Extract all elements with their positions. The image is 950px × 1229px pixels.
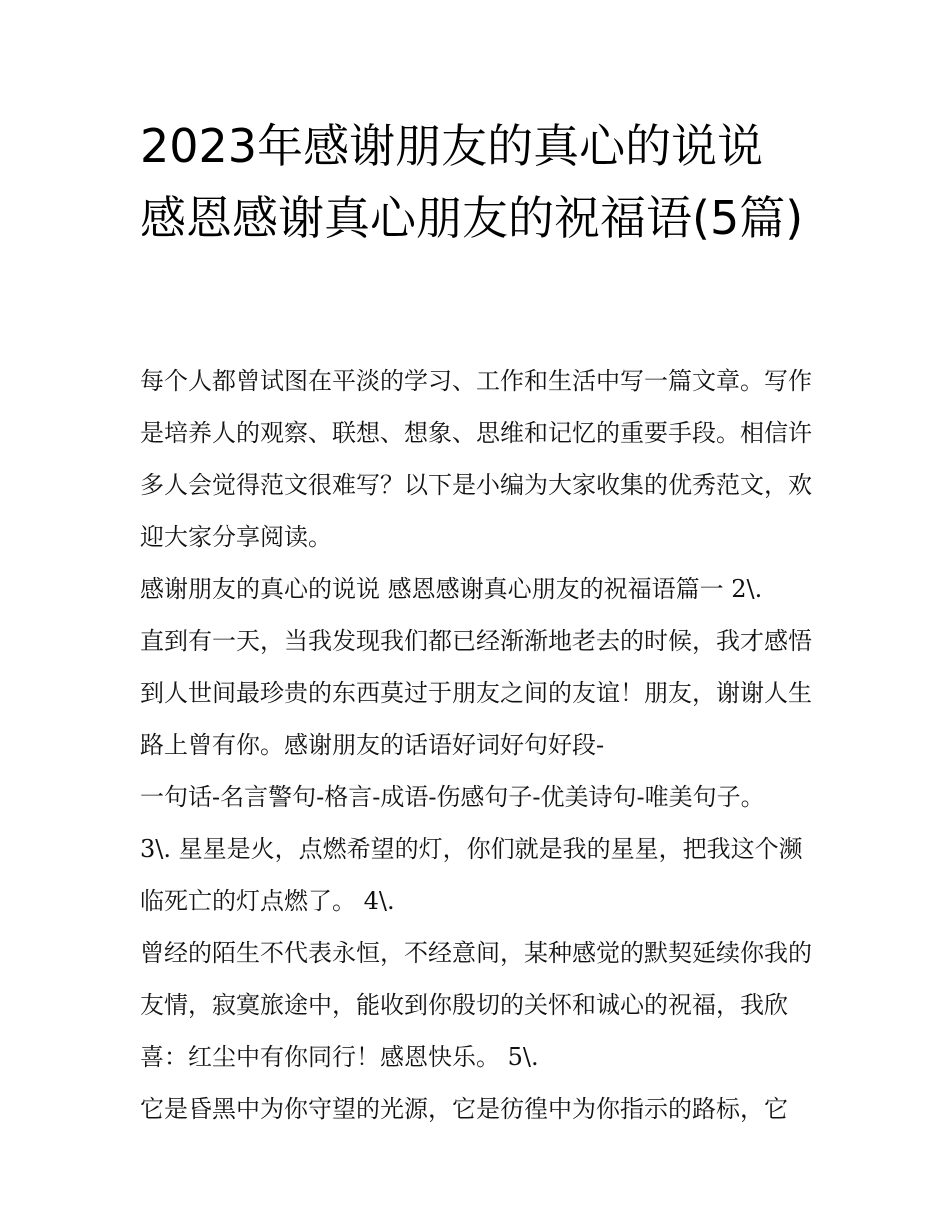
document-body [140, 355, 820, 1135]
paragraph-4: 曾经的陌生不代表永恒，不经意间，某种感觉的默契延续你我的友情，寂寞旅途中，能收到你殷切的关怀和诚心的祝福，我欣喜：红尘中有你同行！感恩快乐。 5\. [140, 939, 812, 1071]
document-title: 2023年感谢朋友的真心的说说 感恩感谢真心朋友的祝福语(5篇) [140, 119, 804, 245]
paragraph-5: 它是昏黑中为你守望的光源，它是彷徨中为你指示的路标，它 [140, 1095, 788, 1123]
paragraph-3: 3\. 星星是火，点燃希望的灯，你们就是我的星星，把我这个濒临死亡的灯点燃了。 4\. [140, 835, 803, 915]
paragraph-intro: 每个人都曾试图在平淡的学习、工作和生活中写一篇文章。写作是培养人的观察、联想、想象、思维和记忆的重要手段。相信许多人会觉得范文很难写？以下是小编为大家收集的优秀范文，欢迎大家分享阅读。 [140, 367, 812, 551]
paragraph-heading-1: 感谢朋友的真心的说说 感恩感谢真心朋友的祝福语篇一 2\. [140, 575, 763, 603]
paragraph-1: 直到有一天，当我发现我们都已经渐渐地老去的时候，我才感悟到人世间最珍贵的东西莫过于朋友之间的友谊！朋友，谢谢人生路上曾有你。感谢朋友的话语好词好句好段- [140, 627, 812, 759]
paragraph-2: 一句话-名言警句-格言-成语-伤感句子-优美诗句-唯美句子。 [140, 783, 765, 811]
